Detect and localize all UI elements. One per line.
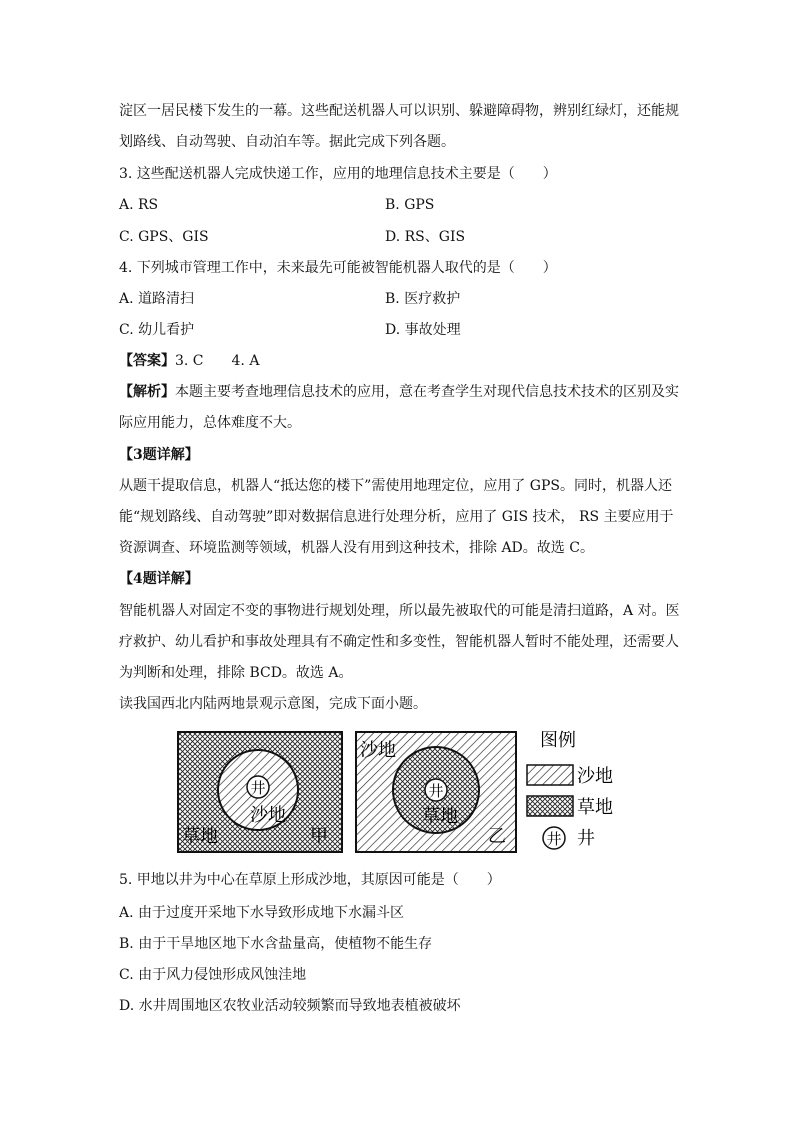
question-4-option-d: D. 事故处理 [385,322,461,338]
question-4-stem: 4. 下列城市管理工作中，未来最先可能被智能机器人取代的是（ ） [119,260,557,276]
jia-panel-label: 甲 [310,826,328,847]
legend-title: 图例 [540,730,576,751]
question-4-option-a: A. 道路清扫 [119,291,195,307]
question-3-option-a: A. RS [119,197,159,213]
legend-well-label: 井 [577,828,595,849]
panel-yi [356,732,516,852]
question-4-option-c: C. 幼儿看护 [119,322,195,338]
yi-inner-label: 草地 [422,806,458,827]
question-3-option-b: B. GPS [385,197,435,213]
question-5-option-b: B. 由于干旱地区地下水含盐量高，使植物不能生存 [119,936,433,952]
jia-well-label: 井 [250,779,266,797]
analysis-line-1 [119,382,679,402]
intro-line-1: 淀区一居民楼下发生的一幕。这些配送机器人可以识别、躲避障碍物，辨别红绿灯，还能规 [119,103,679,119]
detail-3-heading: 【3题详解】 [119,447,199,463]
yi-panel-label: 乙 [488,826,506,847]
question-5-stem: 5. 甲地以井为中心在草原上形成沙地，其原因可能是（ ） [119,872,501,888]
detail-3-line-1: 从题干提取信息，机器人“抵达您的楼下”需使用地理定位，应用了 GPS。同时，机器人还 [119,478,672,494]
question-3-stem: 3. 这些配送机器人完成快递工作，应用的地理信息技术主要是（ ） [119,166,557,182]
analysis-line-2: 际应用能力，总体难度不大。 [119,415,301,431]
yi-well-label: 井 [428,782,444,800]
legend-sand-swatch [527,765,573,785]
landscape-diagram [170,724,630,856]
question-4-option-b: B. 医疗救护 [385,291,461,307]
detail-3-line-3: 资源调查、环境监测等领域，机器人没有用到这种技术，排除 AD。故选 C。 [119,540,594,556]
analysis-label: 【解析】 [119,384,175,400]
question-3-option-c: C. GPS、GIS [119,229,209,245]
legend-well-symbol: 井 [546,830,562,848]
detail-3-line-2: 能“规划路线、自动驾驶”即对数据信息进行处理分析，应用了 GIS 技术， RS 主要应用于 [119,509,674,525]
figure-intro: 读我国西北内陆两地景观示意图，完成下面小题。 [119,696,427,712]
legend-sand-label: 沙地 [577,766,613,787]
legend-grass-swatch [527,796,573,816]
answer-line [119,351,259,371]
analysis-text-1: 本题主要考查地理信息技术的应用，意在考查学生对现代信息技术技术的区别及实 [175,384,679,400]
answer-text: 3. C 4. A [175,353,260,369]
detail-4-line-1: 智能机器人对固定不变的事物进行规划处理，所以最先被取代的可能是清扫道路，A 对。医 [119,603,680,619]
panel-jia [178,732,342,852]
legend-grass-label: 草地 [577,797,613,818]
detail-4-line-3: 为判断和处理，排除 BCD。故选 A。 [119,665,353,681]
intro-line-2: 划路线、自动驾驶、自动泊车等。据此完成下列各题。 [119,134,455,150]
question-5-option-c: C. 由于风力侵蚀形成风蚀洼地 [119,967,307,983]
detail-4-heading: 【4题详解】 [119,571,199,587]
question-5-option-d: D. 水井周围地区农牧业活动较频繁而导致地表植被破坏 [119,998,461,1014]
jia-inner-label: 沙地 [250,805,286,826]
answer-label: 【答案】 [119,353,175,369]
detail-4-line-2: 疗救护、幼儿看护和事故处理具有不确定性和多变性，智能机器人暂时不能处理，还需要人 [119,634,679,650]
question-3-option-d: D. RS、GIS [385,229,466,245]
question-5-option-a: A. 由于过度开采地下水导致形成地下水漏斗区 [119,905,405,921]
yi-outer-label: 沙地 [360,740,396,761]
jia-outer-label: 草地 [182,826,218,847]
legend [527,730,613,849]
